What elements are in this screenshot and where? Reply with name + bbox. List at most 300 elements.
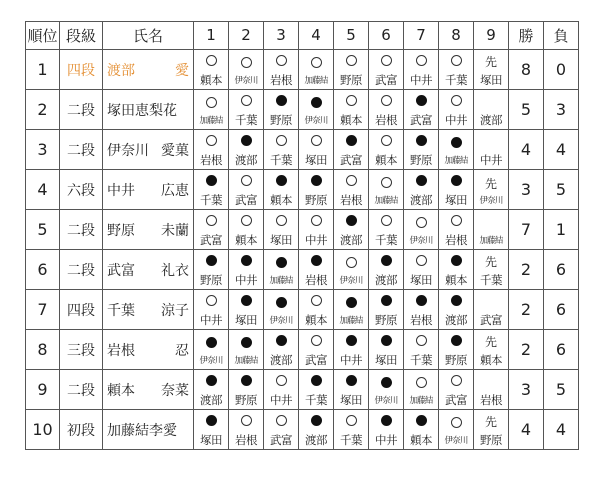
player-name-cell — [103, 170, 194, 210]
game-cell-round-5 — [334, 250, 369, 290]
game-cell-round-3 — [264, 250, 299, 290]
win-circle-icon — [311, 215, 322, 226]
win-circle-icon — [276, 55, 287, 66]
losses-cell: 6 — [544, 290, 579, 330]
game-result-mark — [404, 377, 438, 392]
game-cell-round-9 — [474, 90, 509, 130]
player-given-name: 愛菓 — [161, 142, 189, 159]
player-row — [26, 290, 579, 330]
loss-circle-icon — [381, 295, 392, 306]
game-cell-round-6 — [369, 210, 404, 250]
opponent-name: 中井 — [200, 313, 222, 328]
game-cell-round-1 — [194, 410, 229, 450]
loss-circle-icon — [276, 257, 287, 268]
player-given-name: 広恵 — [161, 182, 189, 199]
opponent-name: 渡部 — [410, 193, 432, 208]
dan-cell: 二段 — [60, 370, 103, 410]
game-result-mark — [369, 415, 403, 430]
player-name-cell — [103, 250, 194, 290]
game-cell-round-4 — [299, 250, 334, 290]
game-result-mark — [264, 335, 298, 350]
loss-circle-icon — [346, 135, 357, 146]
opponent-name: 野原 — [480, 433, 502, 448]
game-cell-round-7 — [404, 410, 439, 450]
rank-cell: 9 — [26, 370, 60, 410]
game-cell-round-9 — [474, 50, 509, 90]
game-cell-round-8 — [439, 410, 474, 450]
game-cell-round-8 — [439, 210, 474, 250]
wins-cell: 8 — [509, 50, 544, 90]
dan-cell: 二段 — [60, 90, 103, 130]
dan-cell: 四段 — [60, 50, 103, 90]
player-given-name: 涼子 — [161, 302, 189, 319]
loss-circle-icon — [241, 135, 252, 146]
game-cell-round-3 — [264, 170, 299, 210]
game-result-mark — [299, 175, 333, 190]
win-circle-icon — [241, 215, 252, 226]
game-result-mark — [404, 255, 438, 270]
game-cell-round-1 — [194, 210, 229, 250]
opponent-name: 武富 — [235, 193, 257, 208]
win-circle-icon — [346, 257, 357, 268]
game-cell-round-1 — [194, 90, 229, 130]
game-cell-round-7 — [404, 250, 439, 290]
loss-circle-icon — [416, 95, 427, 106]
game-result-mark — [439, 137, 473, 152]
opponent-name: 岩根 — [375, 113, 397, 128]
opponent-name: 渡部 — [235, 153, 257, 168]
opponent-name: 伊奈川 — [374, 395, 398, 406]
rank-cell: 3 — [26, 130, 60, 170]
opponent-name: 加藤結 — [304, 75, 328, 86]
game-result-mark — [404, 217, 438, 232]
game-result-mark — [229, 135, 263, 150]
win-circle-icon — [241, 415, 252, 426]
wins-cell: 4 — [509, 410, 544, 450]
game-cell-round-3 — [264, 410, 299, 450]
loss-circle-icon — [311, 255, 322, 266]
game-cell-round-6 — [369, 50, 404, 90]
loss-circle-icon — [276, 175, 287, 186]
game-cell-round-2 — [229, 290, 264, 330]
losses-cell: 3 — [544, 90, 579, 130]
opponent-name: 中井 — [480, 153, 502, 168]
game-cell-round-8 — [439, 90, 474, 130]
win-circle-icon — [451, 417, 462, 428]
game-result-mark — [229, 175, 263, 190]
header-losses: 負 — [544, 22, 579, 50]
opponent-name: 加藤結 — [479, 235, 503, 246]
dan-cell: 二段 — [60, 210, 103, 250]
opponent-name: 頼本 — [340, 113, 362, 128]
opponent-name: 岩根 — [270, 73, 292, 88]
opponent-name: 加藤結 — [269, 275, 293, 286]
player-given-name: 礼衣 — [161, 262, 189, 279]
opponent-name: 野原 — [270, 113, 292, 128]
player-row — [26, 210, 579, 250]
win-circle-icon — [346, 55, 357, 66]
game-result-mark — [474, 217, 508, 232]
win-circle-icon — [276, 375, 287, 386]
win-circle-icon — [206, 97, 217, 108]
game-cell-round-8 — [439, 370, 474, 410]
opponent-name: 野原 — [305, 193, 327, 208]
game-result-mark — [334, 95, 368, 110]
header-round-4: 4 — [299, 22, 334, 50]
player-family-name: 伊奈川 — [107, 142, 149, 159]
losses-cell: 6 — [544, 330, 579, 370]
win-circle-icon — [451, 375, 462, 386]
game-result-mark — [194, 55, 228, 70]
opponent-name: 渡部 — [480, 113, 502, 128]
game-cell-round-8 — [439, 250, 474, 290]
loss-circle-icon — [416, 415, 427, 426]
game-result-mark — [264, 297, 298, 312]
game-result-mark — [439, 295, 473, 310]
game-result-mark — [474, 135, 508, 150]
game-cell-round-4 — [299, 330, 334, 370]
game-result-mark — [369, 377, 403, 392]
player-row — [26, 250, 579, 290]
dan-cell: 二段 — [60, 130, 103, 170]
game-result-mark — [474, 375, 508, 390]
game-result-mark — [369, 215, 403, 230]
player-family-name: 中井 — [107, 182, 135, 199]
sente-label: 先 — [484, 55, 497, 70]
loss-circle-icon — [416, 135, 427, 146]
player-row — [26, 330, 579, 370]
game-result-mark — [229, 337, 263, 352]
game-result-mark — [404, 415, 438, 430]
opponent-name: 加藤結 — [199, 115, 223, 126]
game-result-mark — [299, 295, 333, 310]
win-circle-icon — [381, 55, 392, 66]
game-result-mark — [334, 415, 368, 430]
opponent-name: 岩根 — [340, 193, 362, 208]
game-cell-round-7 — [404, 210, 439, 250]
game-result-mark — [194, 337, 228, 352]
player-name-cell — [103, 50, 194, 90]
loss-circle-icon — [311, 375, 322, 386]
player-given-name: 忍 — [175, 342, 189, 359]
loss-circle-icon — [381, 415, 392, 426]
game-result-mark — [299, 57, 333, 72]
opponent-name: 千葉 — [200, 193, 222, 208]
player-given-name: 愛 — [175, 62, 189, 79]
game-cell-round-3 — [264, 50, 299, 90]
game-result-mark — [439, 375, 473, 390]
game-cell-round-2 — [229, 170, 264, 210]
win-circle-icon — [381, 215, 392, 226]
win-circle-icon — [241, 57, 252, 68]
opponent-name: 岩根 — [235, 433, 257, 448]
opponent-name: 頼本 — [480, 353, 502, 368]
header-wins: 勝 — [509, 22, 544, 50]
game-cell-round-6 — [369, 410, 404, 450]
opponent-name: 塚田 — [340, 393, 362, 408]
player-row — [26, 170, 579, 210]
loss-circle-icon — [381, 255, 392, 266]
game-result-mark — [369, 335, 403, 350]
win-circle-icon — [206, 55, 217, 66]
opponent-name: 武富 — [305, 353, 327, 368]
player-family-name: 武富 — [107, 262, 135, 279]
game-result-mark — [474, 415, 508, 430]
game-result-mark — [334, 257, 368, 272]
wins-cell: 2 — [509, 290, 544, 330]
losses-cell: 1 — [544, 210, 579, 250]
game-result-mark — [194, 375, 228, 390]
game-cell-round-4 — [299, 50, 334, 90]
game-cell-round-9 — [474, 290, 509, 330]
loss-circle-icon — [276, 335, 287, 346]
game-result-mark — [369, 55, 403, 70]
dan-cell: 二段 — [60, 250, 103, 290]
header-round-7: 7 — [404, 22, 439, 50]
opponent-name: 頼本 — [200, 73, 222, 88]
player-family-name: 野原 — [107, 222, 135, 239]
opponent-name: 武富 — [480, 313, 502, 328]
losses-cell: 0 — [544, 50, 579, 90]
game-cell-round-6 — [369, 130, 404, 170]
game-cell-round-4 — [299, 90, 334, 130]
standings-table — [25, 21, 579, 450]
game-cell-round-6 — [369, 330, 404, 370]
win-circle-icon — [416, 255, 427, 266]
win-circle-icon — [206, 135, 217, 146]
game-cell-round-8 — [439, 50, 474, 90]
rank-cell: 7 — [26, 290, 60, 330]
game-cell-round-2 — [229, 370, 264, 410]
opponent-name: 伊奈川 — [234, 75, 258, 86]
win-circle-icon — [241, 175, 252, 186]
player-name-cell — [103, 210, 194, 250]
win-circle-icon — [416, 377, 427, 388]
game-result-mark — [439, 175, 473, 190]
loss-circle-icon — [241, 337, 252, 348]
header-round-8: 8 — [439, 22, 474, 50]
win-circle-icon — [381, 177, 392, 188]
game-cell-round-1 — [194, 290, 229, 330]
game-result-mark — [264, 375, 298, 390]
opponent-name: 野原 — [235, 393, 257, 408]
player-name-cell — [103, 410, 194, 450]
opponent-name: 頼本 — [305, 313, 327, 328]
wins-cell: 3 — [509, 370, 544, 410]
rank-cell: 8 — [26, 330, 60, 370]
game-result-mark — [334, 55, 368, 70]
rank-cell: 4 — [26, 170, 60, 210]
game-cell-round-9 — [474, 250, 509, 290]
game-result-mark — [229, 215, 263, 230]
game-result-mark — [404, 175, 438, 190]
dan-cell: 六段 — [60, 170, 103, 210]
game-cell-round-7 — [404, 370, 439, 410]
opponent-name: 岩根 — [480, 393, 502, 408]
game-cell-round-3 — [264, 90, 299, 130]
game-result-mark — [264, 415, 298, 430]
game-cell-round-9 — [474, 370, 509, 410]
sente-label: 先 — [484, 335, 497, 350]
losses-cell: 4 — [544, 410, 579, 450]
game-result-mark — [229, 255, 263, 270]
opponent-name: 岩根 — [200, 153, 222, 168]
opponent-name: 武富 — [340, 153, 362, 168]
opponent-name: 武富 — [200, 233, 222, 248]
opponent-name: 千葉 — [445, 73, 467, 88]
opponent-name: 渡部 — [270, 353, 292, 368]
opponent-name: 渡部 — [200, 393, 222, 408]
game-cell-round-9 — [474, 330, 509, 370]
player-name-cell — [103, 290, 194, 330]
player-given-name: 未蘭 — [161, 222, 189, 239]
opponent-name: 武富 — [270, 433, 292, 448]
opponent-name: 野原 — [445, 353, 467, 368]
game-cell-round-9 — [474, 410, 509, 450]
opponent-name: 野原 — [410, 153, 432, 168]
game-result-mark — [299, 255, 333, 270]
game-result-mark — [229, 95, 263, 110]
game-result-mark — [369, 95, 403, 110]
opponent-name: 渡部 — [305, 433, 327, 448]
game-cell-round-3 — [264, 130, 299, 170]
game-cell-round-1 — [194, 50, 229, 90]
game-result-mark — [194, 215, 228, 230]
player-family-name: 頼本 — [107, 382, 135, 399]
loss-circle-icon — [346, 335, 357, 346]
game-result-mark — [299, 375, 333, 390]
loss-circle-icon — [451, 295, 462, 306]
game-result-mark — [334, 297, 368, 312]
game-result-mark — [334, 215, 368, 230]
game-cell-round-8 — [439, 130, 474, 170]
game-result-mark — [264, 215, 298, 230]
game-result-mark — [369, 255, 403, 270]
opponent-name: 伊奈川 — [269, 315, 293, 326]
game-cell-round-7 — [404, 290, 439, 330]
losses-cell: 5 — [544, 370, 579, 410]
game-cell-round-5 — [334, 290, 369, 330]
win-circle-icon — [451, 95, 462, 106]
opponent-name: 千葉 — [305, 393, 327, 408]
header-row — [26, 22, 579, 50]
opponent-name: 塚田 — [270, 233, 292, 248]
game-cell-round-5 — [334, 330, 369, 370]
sente-label: 先 — [484, 255, 497, 270]
opponent-name: 塚田 — [305, 153, 327, 168]
game-cell-round-1 — [194, 250, 229, 290]
loss-circle-icon — [346, 375, 357, 386]
player-family-name: 加藤結李愛 — [107, 422, 177, 439]
game-cell-round-4 — [299, 410, 334, 450]
game-cell-round-6 — [369, 290, 404, 330]
game-cell-round-6 — [369, 170, 404, 210]
game-cell-round-7 — [404, 130, 439, 170]
win-circle-icon — [346, 95, 357, 106]
game-result-mark — [264, 95, 298, 110]
game-cell-round-9 — [474, 170, 509, 210]
opponent-name: 伊奈川 — [444, 435, 468, 446]
opponent-name: 塚田 — [200, 433, 222, 448]
header-rank: 順位 — [26, 22, 60, 50]
opponent-name: 塚田 — [375, 353, 397, 368]
win-circle-icon — [451, 215, 462, 226]
opponent-name: 渡部 — [375, 273, 397, 288]
wins-cell: 7 — [509, 210, 544, 250]
opponent-name: 千葉 — [410, 353, 432, 368]
wins-cell: 2 — [509, 250, 544, 290]
opponent-name: 渡部 — [445, 313, 467, 328]
game-result-mark — [334, 175, 368, 190]
opponent-name: 中井 — [340, 353, 362, 368]
loss-circle-icon — [241, 255, 252, 266]
opponent-name: 中井 — [235, 273, 257, 288]
win-circle-icon — [276, 415, 287, 426]
win-circle-icon — [311, 295, 322, 306]
opponent-name: 岩根 — [410, 313, 432, 328]
game-result-mark — [194, 175, 228, 190]
losses-cell: 4 — [544, 130, 579, 170]
game-cell-round-6 — [369, 250, 404, 290]
win-circle-icon — [311, 135, 322, 146]
game-cell-round-5 — [334, 50, 369, 90]
header-round-5: 5 — [334, 22, 369, 50]
game-result-mark — [229, 375, 263, 390]
game-result-mark — [334, 335, 368, 350]
game-cell-round-2 — [229, 330, 264, 370]
wins-cell: 3 — [509, 170, 544, 210]
opponent-name: 頼本 — [375, 153, 397, 168]
player-family-name: 塚田恵梨花 — [107, 102, 177, 119]
win-circle-icon — [416, 55, 427, 66]
opponent-name: 伊奈川 — [479, 195, 503, 206]
player-row — [26, 90, 579, 130]
player-family-name: 岩根 — [107, 342, 135, 359]
opponent-name: 中井 — [410, 73, 432, 88]
win-circle-icon — [276, 215, 287, 226]
game-result-mark — [439, 335, 473, 350]
player-family-name: 渡部 — [107, 62, 135, 79]
opponent-name: 伊奈川 — [409, 235, 433, 246]
game-result-mark — [369, 135, 403, 150]
opponent-name: 伊奈川 — [199, 355, 223, 366]
game-result-mark — [194, 295, 228, 310]
game-cell-round-4 — [299, 290, 334, 330]
game-cell-round-8 — [439, 290, 474, 330]
game-cell-round-6 — [369, 370, 404, 410]
opponent-name: 武富 — [445, 393, 467, 408]
game-cell-round-2 — [229, 250, 264, 290]
loss-circle-icon — [416, 175, 427, 186]
game-result-mark — [439, 255, 473, 270]
header-round-6: 6 — [369, 22, 404, 50]
game-result-mark — [439, 95, 473, 110]
win-circle-icon — [416, 335, 427, 346]
dan-cell: 初段 — [60, 410, 103, 450]
opponent-name: 加藤結 — [409, 395, 433, 406]
player-name-cell — [103, 330, 194, 370]
loss-circle-icon — [451, 335, 462, 346]
opponent-name: 塚田 — [410, 273, 432, 288]
game-cell-round-8 — [439, 170, 474, 210]
game-result-mark — [439, 215, 473, 230]
game-result-mark — [404, 55, 438, 70]
game-result-mark — [264, 55, 298, 70]
win-circle-icon — [311, 57, 322, 68]
loss-circle-icon — [206, 337, 217, 348]
game-cell-round-3 — [264, 290, 299, 330]
loss-circle-icon — [206, 415, 217, 426]
